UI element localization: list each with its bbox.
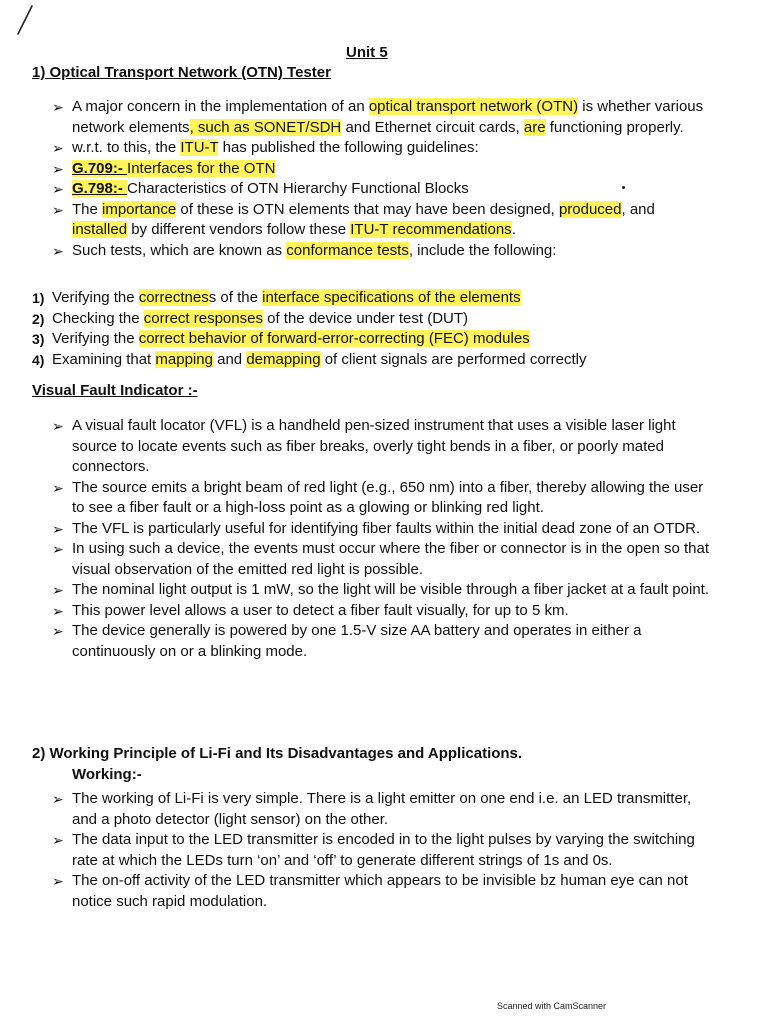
vfi-item-7: ➢ The device generally is powered by one 1.5-V size AA battery and operates in either a continuously on or a blinking mode. bbox=[52, 622, 642, 660]
vfi-item-3: ➢ The VFL is particularly useful for identifying fiber faults within the initial dead zone of an OTDR. bbox=[52, 519, 701, 537]
vfi-item-4: ➢ In using such a device, the events must occur where the fiber or connector is in the open so that visual observation of the emitted red light is possible. bbox=[52, 540, 710, 578]
numbered-item-3: 3) Verifying the correct behavior of forward-error-correcting (FEC) modules bbox=[32, 330, 530, 347]
otn-item-2: ➢ w.r.t. to this, the ITU-T has published the following guidelines: bbox=[52, 139, 479, 156]
numbered-item-4: 4) Examining that mapping and demapping of client signals are performed correctly bbox=[32, 350, 587, 368]
vfi-item-5: ➢ The nominal light output is 1 mW, so the light will be visible through a fiber jacket at a fault point. bbox=[52, 581, 710, 598]
lifi-heading: 2) Working Principle of Li-Fi and Its Disadvantages and Applications. bbox=[32, 745, 523, 762]
otn-item-6: ➢ Such tests, which are known as conformance tests, include the following: bbox=[52, 241, 557, 259]
lifi-item-2: ➢ The data input to the LED transmitter is encoded in to the light pulses by varying the switching rate at which the LEDs turn ‘on’ and ‘off’ to generate different strings of 1s and 0s. bbox=[52, 831, 695, 869]
vfi-heading: Visual Fault Indicator :- bbox=[32, 382, 198, 399]
otn-item-4: ➢ G.798:- Characteristics of OTN Hierarchy Functional Blocks bbox=[52, 180, 469, 197]
otn-heading: 1) Optical Transport Network (OTN) Tester bbox=[32, 64, 331, 81]
numbered-item-1: 1) Verifying the correctness of the interface specifications of the elements bbox=[32, 289, 521, 306]
vfi-item-2: ➢ The source emits a bright beam of red light (e.g., 650 nm) into a fiber, thereby allowing the user to see a fiber fault or a high-loss point as a glowing or blinking red light. bbox=[52, 478, 704, 516]
lifi-item-1: ➢ The working of Li-Fi is very simple. There is a light emitter on one end i.e. an LED transmitter, and a photo detector (light sensor) on the other. bbox=[52, 790, 692, 828]
pen-stroke-mark bbox=[10, 2, 40, 42]
scanner-watermark: Scanned with CamScanner bbox=[497, 1001, 607, 1011]
vfi-item-1: ➢ A visual fault locator (VFL) is a handheld pen-sized instrument that uses a visible laser light source to locate events such as fiber breaks, overly tight bends in a fiber, or poorly mated connectors. bbox=[52, 417, 676, 475]
unit-title: Unit 5 bbox=[346, 44, 388, 61]
lifi-subheading: Working:- bbox=[72, 766, 142, 783]
otn-numbered-list bbox=[32, 288, 712, 370]
lifi-item-3: ➢ The on-off activity of the LED transmitter which appears to be invisible bz human eye can not notice such rapid modulation. bbox=[52, 872, 688, 910]
numbered-item-2: 2) Checking the correct responses of the device under test (DUT) bbox=[32, 309, 469, 327]
otn-bullets bbox=[52, 97, 712, 261]
otn-item-1: ➢ A major concern in the implementation of an optical transport network (OTN) is whether various network elements, such as SONET/SDH and Ethernet circuit cards, are functioning properly. bbox=[52, 98, 704, 136]
vfi-item-6: ➢ This power level allows a user to detect a fiber fault visually, for up to 5 km. bbox=[52, 601, 569, 619]
vfi-bullets bbox=[52, 416, 712, 662]
otn-item-3: ➢ G.709:- Interfaces for the OTN bbox=[52, 159, 276, 177]
lifi-bullets bbox=[52, 789, 712, 912]
otn-item-5: ➢ The importance of these is OTN elements that may have been designed, produced, and installed by different vendors follow these ITU-T recommendations. bbox=[52, 200, 655, 238]
